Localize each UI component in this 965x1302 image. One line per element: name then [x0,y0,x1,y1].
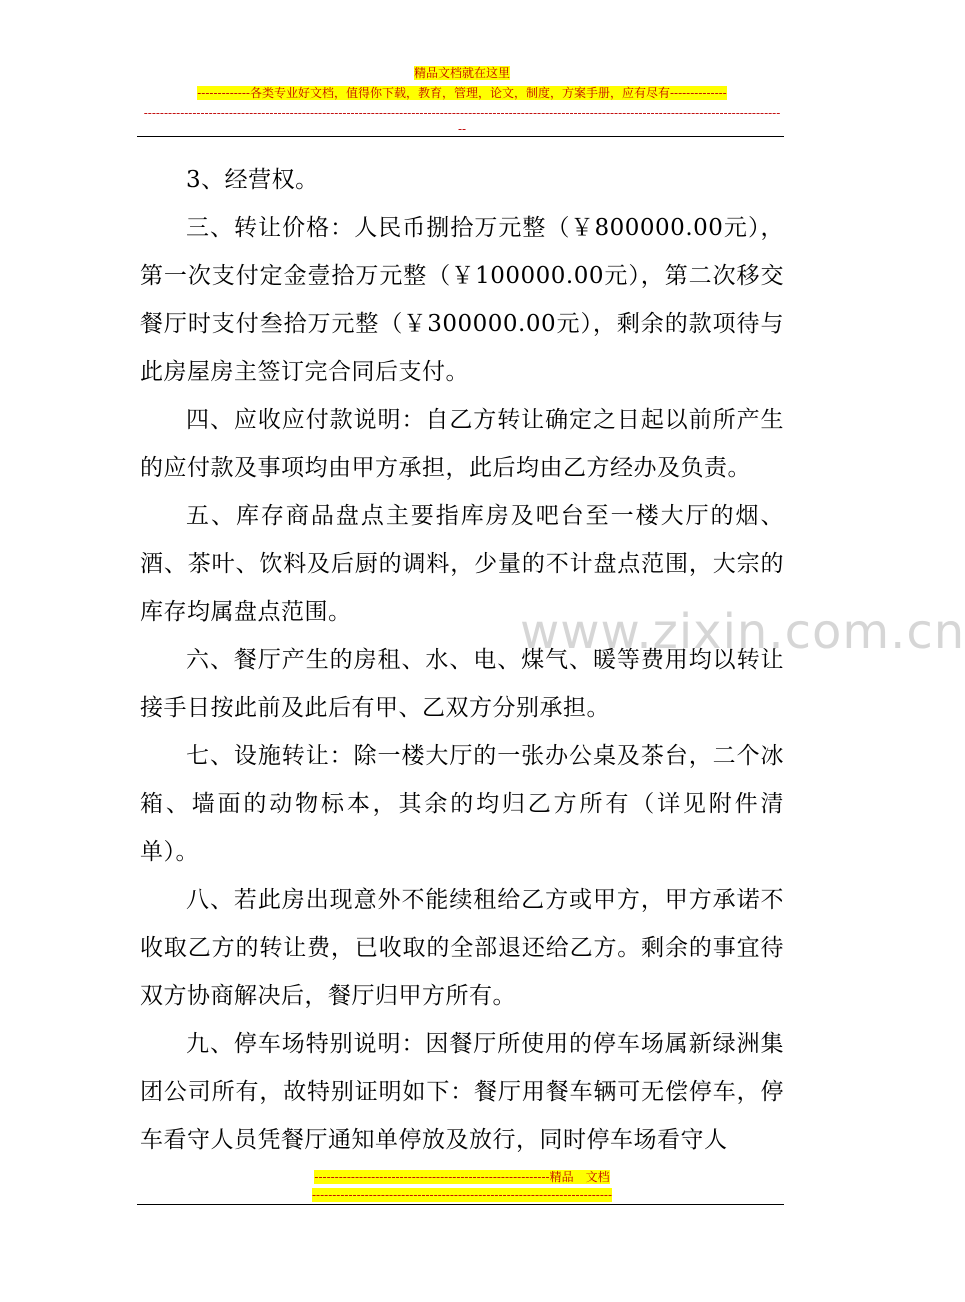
watermark: www.zixin.com.cn [520,604,965,660]
document-body [140,156,784,1164]
footer-dashes-line [140,1188,784,1203]
paragraph: 七、设施转让：除一楼大厅的一张办公桌及茶台，二个冰箱、墙面的动物标本，其余的均归乙方所有（详见附件清单）。 [140,743,784,865]
paragraph: 五、库存商品盘点主要指库房及吧台至一楼大厅的烟、酒、茶叶、饮料及后厨的调料，少量的不计盘点范围，大宗的库存均属盘点范围。 [140,503,784,625]
footer-line [140,1170,784,1185]
footer-dashes: -------------------------------------------------------------------------- [311,1188,613,1202]
header-tagline: -------------各类专业好文档，值得你下载，教育，管理，论文，制度，方案手册，应有尽有-------------- [197,86,727,100]
paragraph: 三、转让价格：人民币捌拾万元整（￥800000.00元），第一次支付定金壹拾万元整（￥100000.00元），第二次移交餐厅时支付叁拾万元整（￥300000.00元），剩余的款项待与此房屋房主签订完合同后支付。 [140,215,784,385]
paragraph: 四、应收应付款说明：自乙方转让确定之日起以前所产生的应付款及事项均由甲方承担，此后均由乙方经办及负责。 [140,407,784,481]
paragraph: 3、经营权。 [186,167,319,193]
header-dashes-tail: -- [457,122,467,136]
header-tagline-line [140,86,784,101]
header-rule [137,136,784,137]
paragraph: 六、餐厅产生的房租、水、电、煤气、暖等费用均以转让接手日按此前及此后有甲、乙双方分别承担。 [140,647,784,721]
header-title-line [140,66,784,81]
paragraph: 八、若此房出现意外不能续租给乙方或甲方，甲方承诺不收取乙方的转让费，已收取的全部退还给乙方。剩余的事宜待双方协商解决后，餐厅归甲方所有。 [140,887,784,1009]
header-dashes: ------------------------------------------------------------------------------------------------------------------------------------------------------------- [143,106,781,120]
footer-label: ----------------------------------------------------------精品 文档 [314,1170,610,1184]
header-title: 精品文档就在这里 [413,66,510,80]
footer-rule [137,1204,784,1205]
paragraph: 九、停车场特别说明：因餐厅所使用的停车场属新绿洲集团公司所有，故特别证明如下：餐厅用餐车辆可无偿停车，停车看守人员凭餐厅通知单停放及放行，同时停车场看守人 [140,1031,784,1153]
